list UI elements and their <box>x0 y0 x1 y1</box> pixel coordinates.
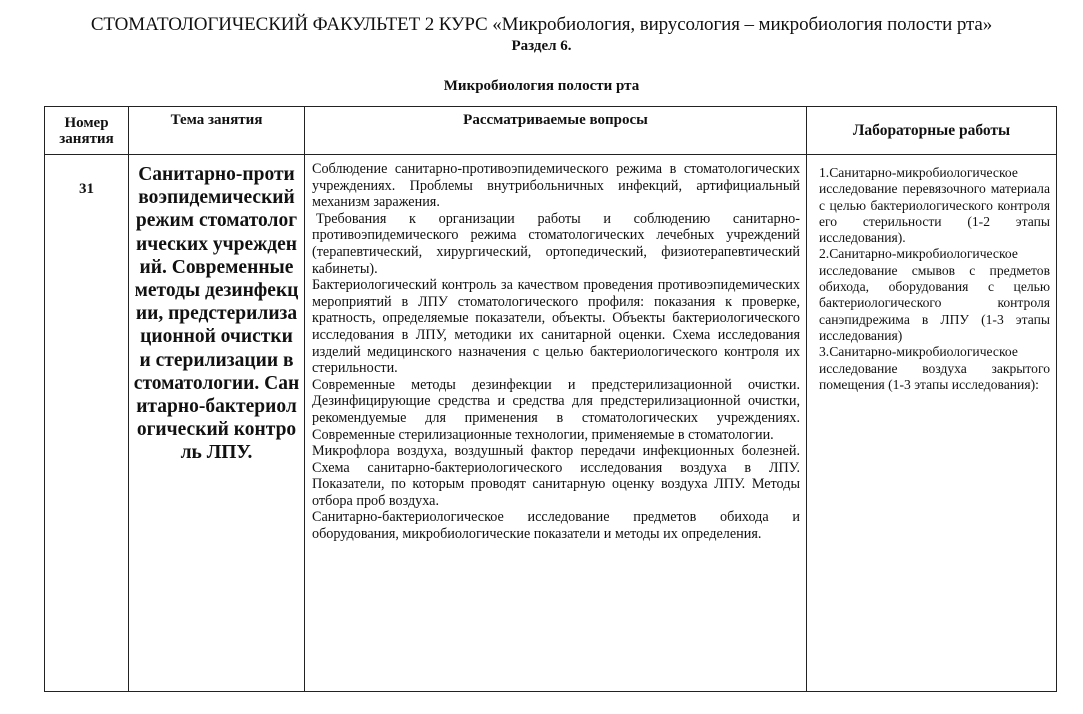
document-header <box>0 14 1083 55</box>
column-header-number: Номер занятия <box>45 107 129 155</box>
table-header-row <box>45 107 1057 155</box>
question-paragraph: Бактериологический контроль за качеством проведения противоэпидемических мероприятий в ЛПУ стоматологического профиля: показания к проверке, кратность, определяемые показатели, объекты. Объекты бактериологического исследования в ЛПУ, методики их санитарной оценки. Схема исследования изделий медицинского назначения с целью бактериологического контроля их стерильности. <box>312 277 800 377</box>
question-paragraph: Соблюдение санитарно-противоэпидемического режима в стоматологических учреждениях. Проблемы внутрибольничных инфекций, артифициальный механизм заражения. <box>312 161 800 211</box>
curriculum-table <box>44 106 1057 692</box>
column-header-labs: Лабораторные работы <box>807 107 1057 155</box>
question-paragraph: Современные методы дезинфекции и предстерилизационной очистки. Дезинфицирующие средства и средства для предстерилизационной очистки, рекомендуемые для применения в стоматологических учреждениях. Современные стерилизационные технологии, применяемые в стоматологии. <box>312 376 800 443</box>
lab-item: 3.Санитарно-микробиологическое исследование воздуха закрытого помещения (1-3 этапы исследования): <box>819 344 1050 392</box>
lesson-questions <box>305 155 807 692</box>
table-row <box>45 155 1057 692</box>
lesson-number: 31 <box>45 155 129 692</box>
document-title: СТОМАТОЛОГИЧЕСКИЙ ФАКУЛЬТЕТ 2 КУРС «Микробиология, вирусология – микробиология полости рта» <box>90 14 993 35</box>
section-label: Раздел 6. <box>511 38 572 54</box>
section-subtitle: Микробиология полости рта <box>443 78 640 94</box>
lesson-labs <box>807 155 1057 692</box>
question-paragraph: Требования к организации работы и соблюдению санитарно-противоэпидемического режима стоматологических лечебных учреждений (терапевтический, хирургический, ортопедический, физиотерапевтический кабинеты). <box>312 210 800 277</box>
column-header-questions: Рассматриваемые вопросы <box>305 107 807 155</box>
lab-item: 1.Санитарно-микробиологическое исследование перевязочного материала с целью бактериологического контроля его стерильности (1-2 этапы исследования). <box>819 165 1050 246</box>
question-paragraph: Санитарно-бактериологическое исследование предметов обихода и оборудования, микробиологические показатели и методы их определения. <box>312 509 800 543</box>
lesson-topic: Санитарно-противоэпидемический режим стоматологических учреждений. Современные методы дезинфекции, предстерилизационной очистки и стерилизации в стоматологии. Санитарно-бактериологический контроль ЛПУ. <box>129 155 305 692</box>
question-paragraph: Микрофлора воздуха, воздушный фактор передачи инфекционных болезней. Схема санитарно-бактериологического исследования воздуха в ЛПУ. Показатели, по которым проводят санитарную оценку воздуха ЛПУ. Методы отбора проб воздуха. <box>312 443 800 509</box>
column-header-topic: Тема занятия <box>129 107 305 155</box>
lab-item: 2.Санитарно-микробиологическое исследование смывов с предметов обихода, оборудования с целью бактериологического контроля санэпидрежима в ЛПУ (1-3 этапы исследования) <box>819 246 1050 343</box>
